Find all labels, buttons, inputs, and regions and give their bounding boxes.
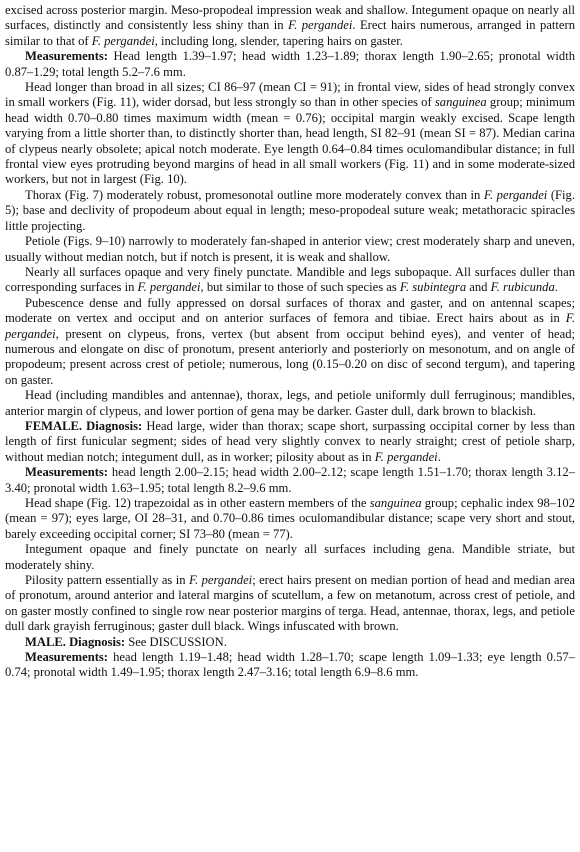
section-heading: Measurements: — [25, 650, 109, 665]
taxon-name: F. pergandei — [374, 449, 438, 464]
taxon-name: F. pergandei — [137, 280, 201, 295]
paragraph-female-head — [5, 496, 575, 542]
paragraph-worker-color — [5, 388, 575, 419]
text-run: , but similar to those of such species as — [200, 280, 400, 295]
paragraph-worker-thorax — [5, 188, 575, 234]
taxon-name: F. pergandei — [288, 18, 353, 33]
taxon-name: F. pergandei — [91, 33, 155, 48]
paragraph-worker-pubescence — [5, 296, 575, 388]
paragraph-male-diagnosis — [5, 635, 575, 650]
text-run: and — [466, 280, 491, 295]
section-heading: Measurements: — [25, 49, 109, 64]
paragraph-male-measurements — [5, 650, 575, 681]
text-run: Nearly all surfaces opaque and very finely punctate. Mandible and legs subopaque. All surfaces duller than corresponding surfaces in — [5, 264, 575, 295]
text-run: Head large, wider than thorax; scape short, surpassing occipital corner by less than length of first funicular segment; sides of head very slightly convex to nearly straight; crest of petiole sharp, without median notch; integument dull, as in worker; pilosity about as in — [5, 418, 575, 464]
text-run: ; erect hairs present on median portion of head and median area of pronotum, around anterior and lateral margins of scutellum, a few on metanotum, across crest of petiole, and on gaster mostly confined to single row near posterior margins of terga. Head, antennae, thorax, legs, and petiole dull dark grayish ferruginous; gaster dull black. Wings infuscated with brown. — [5, 573, 575, 634]
text-run: Head length 1.39–1.97; head width 1.23–1.89; thorax length 1.90–2.65; pronotal width 0.87–1.29; total length 5.2–7.6 mm. — [5, 49, 575, 79]
taxon-name: F. subintegra — [399, 280, 467, 295]
paragraph-worker-integument-cont — [5, 3, 575, 49]
text-run: Pubescence dense and fully appressed on dorsal surfaces of thorax and gaster, and on antennal scapes; moderate on vertex and occiput and on anterior surfaces of femora and tibiae. Erect hairs about as in — [5, 295, 575, 326]
paragraph-female-integument — [5, 542, 575, 573]
text-run: head length 2.00–2.15; head width 2.00–2.12; scape length 1.51–1.70; thorax length 3.12–3.40; pronotal width 1.63–1.95; total length 8.2–9.6 mm. — [5, 465, 575, 495]
taxon-name: F. rubicunda — [490, 280, 555, 295]
text-run: Pilosity pattern essentially as in — [25, 573, 189, 588]
text-run: , present on clypeus, frons, vertex (but absent from occiput behind eyes), and venter of head; numerous and elongate on disc of pronotum, present anteriorly and posteriorly on mesonotum, and on angle of propodeum; present across crest of petiole; numerous, long (0.15–0.20 on disc of second tergum), and tapering on gaster. — [5, 326, 575, 387]
section-heading: Measurements: — [25, 465, 109, 480]
section-heading: FEMALE. Diagnosis: — [25, 418, 143, 433]
text-run: . — [554, 280, 558, 295]
text-run: Petiole (Figs. 9–10) narrowly to moderately fan-shaped in anterior view; crest moderately sharp and uneven, usually without median notch, but if notch is present, it is weak and shallow. — [5, 234, 575, 264]
text-run: Head longer than broad in all sizes; CI 86–97 (mean CI = 91); in frontal view, sides of head strongly convex in small workers (Fig. 11), wider dorsad, but less strongly so than in other species of — [5, 80, 575, 110]
text-run: (Fig. 5); base and declivity of propodeum about equal in length; meso-propodeal suture weak; metathoracic spiracles little projecting. — [5, 187, 575, 233]
text-run: Head (including mandibles and antennae), thorax, legs, and petiole uniformly dull ferruginous; mandibles, anterior margin of clypeus, and lower portion of gena may be darker. Gaster dull, dark brown to blackish. — [5, 388, 575, 418]
paragraph-worker-measurements — [5, 49, 575, 80]
paragraph-female-pilosity — [5, 573, 575, 635]
text-run: excised across posterior margin. Meso-propodeal impression weak and shallow. Integument opaque on nearly all surfaces, distinctly and consistently less shiny than in — [5, 3, 575, 33]
text-run: group; cephalic index 98–102 (mean = 97); eyes large, OI 28–31, and 0.70–0.86 times oculomandibular distance; scape very short and stout, barely exceeding occipital corner; SI 73–80 (mean = 77). — [5, 496, 576, 541]
text-run: . — [437, 449, 441, 464]
taxon-name: F. pergandei — [5, 311, 575, 341]
taxon-name: F. pergandei — [483, 187, 548, 202]
paragraph-female-measurements — [5, 465, 575, 496]
text-run: Thorax (Fig. 7) moderately robust, promesonotal outline more moderately convex than in — [25, 187, 484, 202]
text-run: group; minimum head width 0.70–0.80 times maximum width (mean = 0.76); occipital margin weakly excised. Scape length varying from a little shorter than, to distinctly shorter than, head length, SI 82–91 (mean SI = 87). Median carina of clypeus nearly obsolete; apical notch moderate. Eye length 0.64–0.84 times oculomandibular distance; in full frontal view eyes protruding beyond margins of head in all small workers (Fig. 11) and in some moderate-sized workers, but not in largest (Fig. 10). — [5, 95, 575, 187]
paragraph-female-diagnosis — [5, 419, 575, 465]
text-run: See DISCUSSION. — [125, 634, 227, 649]
paragraph-worker-head — [5, 80, 575, 188]
text-run: Head shape (Fig. 12) trapezoidal as in other eastern members of the — [25, 496, 370, 510]
paragraph-worker-petiole — [5, 234, 575, 265]
taxon-name: sanguinea — [434, 95, 487, 110]
taxon-name: sanguinea — [369, 496, 422, 510]
text-run: head length 1.19–1.48; head width 1.28–1.70; scape length 1.09–1.33; eye length 0.57–0.74; pronotal width 1.49–1.95; thorax length 2.47–3.16; total length 6.9–8.6 mm. — [5, 650, 575, 680]
taxon-name: F. pergandei — [188, 573, 253, 588]
section-heading: MALE. Diagnosis: — [25, 634, 126, 649]
text-run: . Erect hairs numerous, arranged in pattern similar to that of — [5, 18, 575, 48]
text-run: Integument opaque and finely punctate on nearly all surfaces including gena. Mandible striate, but moderately shiny. — [5, 542, 575, 572]
paragraph-worker-surfaces — [5, 265, 575, 296]
text-run: , including long, slender, tapering hairs on gaster. — [154, 33, 403, 48]
